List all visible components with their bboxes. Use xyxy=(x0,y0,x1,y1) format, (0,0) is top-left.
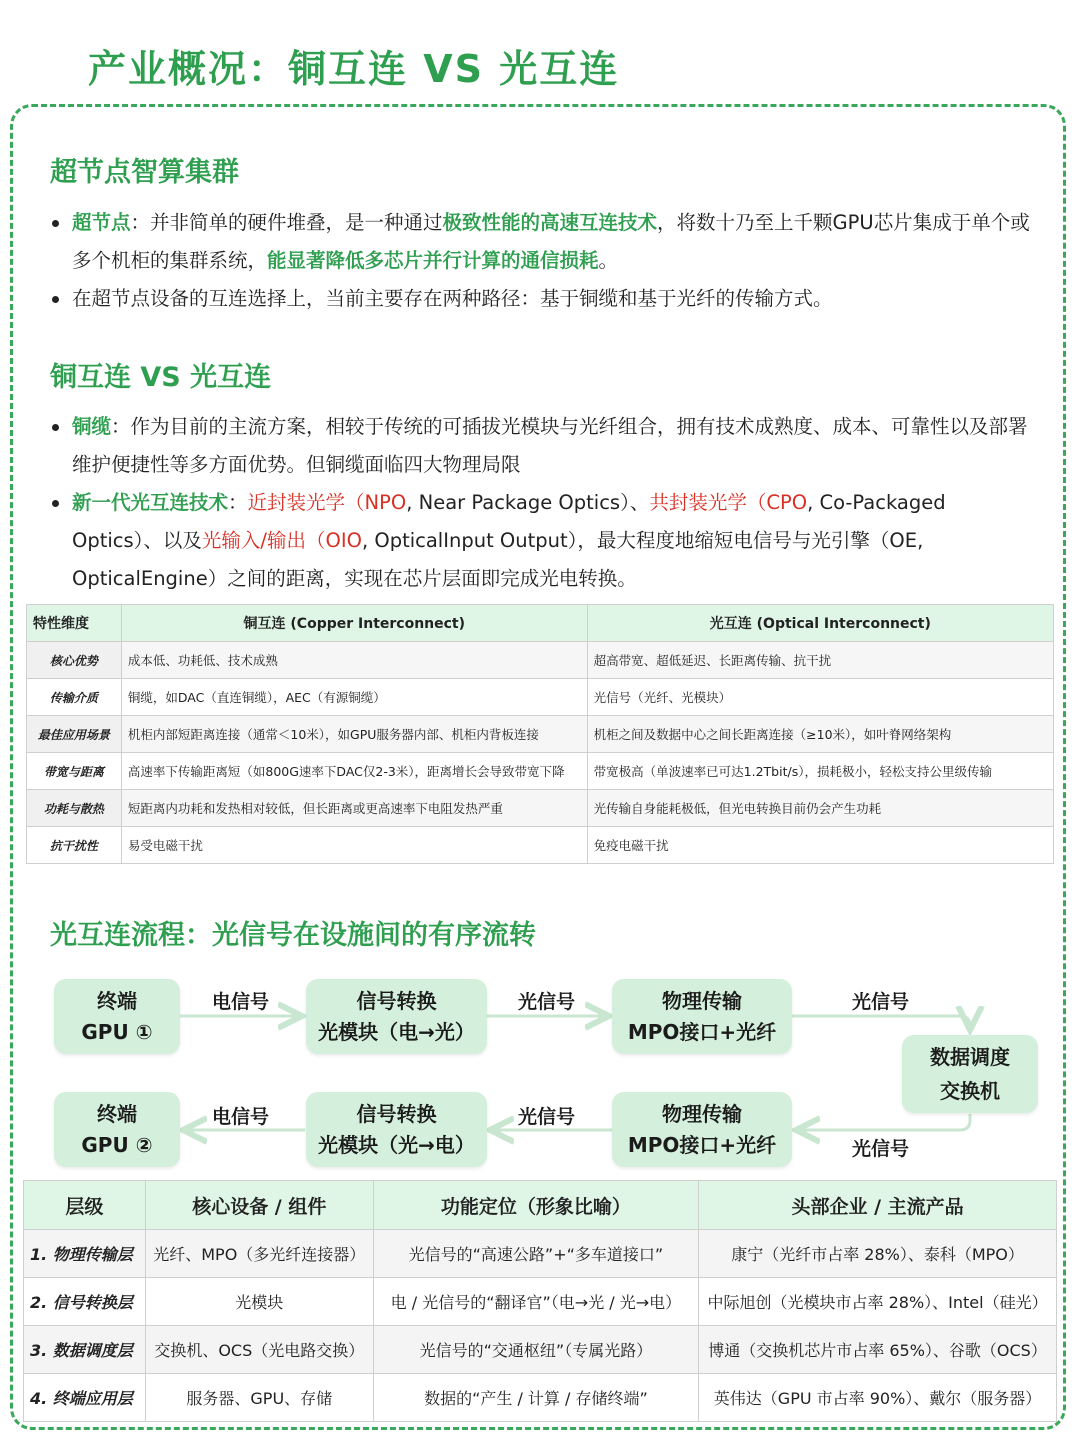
node-label: 终端 xyxy=(97,1101,137,1126)
table-cell: 机柜内部短距离连接（通常＜10米），如GPU服务器内部、机柜内背板连接 xyxy=(121,716,587,753)
table-cell: 光传输自身能耗极低，但光电转换目前仍会产生功耗 xyxy=(587,790,1053,827)
table-cell: 交换机、OCS（光电路交换） xyxy=(145,1326,373,1374)
table-header: 铜互连 (Copper Interconnect) xyxy=(121,605,587,642)
node-gpu-2 xyxy=(54,1092,180,1167)
flow-label-electric: 电信号 xyxy=(212,1106,270,1128)
table-cell: 光信号的“高速公路”+“多车道接口” xyxy=(373,1230,698,1278)
text: 。 xyxy=(598,249,619,272)
text: ：作为目前的主流方案，相较于传统的可插拔光模块与光纤组合，拥有技术成熟度、成本、可靠性以及部署维护便捷性等多方面优势。但铜缆面临四大物理局限 xyxy=(72,415,1028,476)
table-cell: 带宽极高（单波速率已可达1.2Tbit/s），损耗极小，轻松支持公里级传输 xyxy=(587,753,1053,790)
highlight: 极致性能的高速互连技术 xyxy=(442,211,658,234)
table-cell: 易受电磁干扰 xyxy=(121,827,587,864)
term-copper: 铜缆 xyxy=(72,415,112,438)
row-key: 2. 信号转换层 xyxy=(24,1278,146,1326)
row-key: 1. 物理传输层 xyxy=(24,1230,146,1278)
arrow-to-switch xyxy=(792,1016,970,1030)
table-header: 特性维度 xyxy=(27,605,122,642)
table-cell: 康宁（光纤市占率 28%）、泰科（MPO） xyxy=(699,1230,1057,1278)
text: , OpticalInput Output），最大程度地缩短电信号与光引擎（OE, OpticalEngine）之间的距离，实现在芯片层面即完成光电转换。 xyxy=(72,529,924,590)
node-switch xyxy=(902,1035,1038,1113)
table-cell: 超高带宽、超低延迟、长距离传输、抗干扰 xyxy=(587,642,1053,679)
table-cell: 成本低、功耗低、技术成熟 xyxy=(121,642,587,679)
node-label: GPU ① xyxy=(81,1019,153,1044)
node-label: 数据调度 xyxy=(930,1045,1010,1069)
node-label: 物理传输 xyxy=(662,988,742,1013)
table-cell: 光信号的“交通枢纽”（专属光路） xyxy=(373,1326,698,1374)
node-gpu-1 xyxy=(54,979,180,1054)
table-header: 核心设备 / 组件 xyxy=(145,1181,373,1230)
table-header-row xyxy=(24,1181,1057,1230)
text: ： xyxy=(228,491,248,514)
flow-label-optical: 光信号 xyxy=(852,991,910,1013)
flow-label-optical: 光信号 xyxy=(518,1106,576,1128)
table-header: 层级 xyxy=(24,1181,146,1230)
row-key: 最佳应用场景 xyxy=(27,716,122,753)
node-label: 物理传输 xyxy=(662,1101,742,1126)
node-optical-module-oe xyxy=(306,1092,487,1167)
node-label: GPU ② xyxy=(81,1132,153,1157)
table-cell: 光信号（光纤、光模块） xyxy=(587,679,1053,716)
flow-label-optical: 光信号 xyxy=(518,991,576,1013)
table-row xyxy=(24,1278,1057,1326)
arrow-from-switch xyxy=(796,1114,970,1130)
table-cell: 数据的“产生 / 计算 / 存储终端” xyxy=(373,1374,698,1422)
table-cell: 电 / 光信号的“翻译官”（电→光 / 光→电） xyxy=(373,1278,698,1326)
section-heading-flow: 光互连流程：光信号在设施间的有序流转 xyxy=(50,920,536,951)
table-cell: 光纤、MPO（多光纤连接器） xyxy=(145,1230,373,1278)
table-header: 头部企业 / 主流产品 xyxy=(699,1181,1057,1230)
highlight: 能显著降低多芯片并行计算的通信损耗 xyxy=(267,249,599,272)
node-label: MPO接口+光纤 xyxy=(627,1132,777,1157)
text: 在超节点设备的互连选择上，当前主要存在两种路径：基于铜缆和基于光纤的传输方式。 xyxy=(72,287,833,310)
node-label: MPO接口+光纤 xyxy=(627,1019,777,1044)
table-row xyxy=(24,1230,1057,1278)
text: ：并非简单的硬件堆叠，是一种通过 xyxy=(130,211,443,234)
row-key: 抗干扰性 xyxy=(27,827,122,864)
term-optical: 新一代光互连技术 xyxy=(72,491,229,514)
table-cell: 服务器、GPU、存储 xyxy=(145,1374,373,1422)
term-cpo: 共封装光学（CPO xyxy=(649,491,808,514)
node-label: 光模块（光→电） xyxy=(318,1132,475,1157)
row-key: 核心优势 xyxy=(27,642,122,679)
text: , Near Package Optics）、 xyxy=(406,491,650,514)
text: ，将数十乃至上千颗GPU芯片集成于单个或多个机柜的集群系统， xyxy=(72,211,1030,272)
table-cell: 机柜之间及数据中心之间长距离连接（≥10米），如叶脊网络架构 xyxy=(587,716,1053,753)
node-mpo-fiber-bottom xyxy=(612,1092,792,1167)
node-mpo-fiber-top xyxy=(612,979,792,1054)
table-cell: 免疫电磁干扰 xyxy=(587,827,1053,864)
node-label: 终端 xyxy=(97,988,137,1013)
table-row xyxy=(24,1374,1057,1422)
page-title: 产业概况：铜互连 VS 光互连 xyxy=(88,47,620,91)
node-label: 交换机 xyxy=(940,1079,1000,1103)
term-npo: 近封装光学（NPO xyxy=(247,491,407,514)
row-key: 传输介质 xyxy=(27,679,122,716)
row-key: 4. 终端应用层 xyxy=(24,1374,146,1422)
node-label: 光模块（电→光） xyxy=(318,1019,475,1044)
table-cell: 高速率下传输距离短（如800G速率下DAC仅2-3米），距离增长会导致带宽下降 xyxy=(121,753,587,790)
node-label: 信号转换 xyxy=(356,988,437,1013)
node-optical-module-eo xyxy=(306,979,487,1054)
term-oio: 光输入/输出（OIO xyxy=(201,529,362,552)
row-key: 功耗与散热 xyxy=(27,790,122,827)
section-heading-supernode: 超节点智算集群 xyxy=(50,157,239,188)
table-cell: 光模块 xyxy=(145,1278,373,1326)
section-heading-copper-vs-optical: 铜互连 VS 光互连 xyxy=(50,362,272,393)
table-cell: 铜缆，如DAC（直连铜缆），AEC（有源铜缆） xyxy=(121,679,587,716)
layer-table xyxy=(23,1180,1057,1422)
flow-label-electric: 电信号 xyxy=(212,991,270,1013)
text: , Co-Packaged Optics）、以及 xyxy=(72,491,946,552)
table-cell: 博通（交换机芯片市占率 65%）、谷歌（OCS） xyxy=(699,1326,1057,1374)
table-header: 光互连 (Optical Interconnect) xyxy=(587,605,1053,642)
row-key: 带宽与距离 xyxy=(27,753,122,790)
row-key: 3. 数据调度层 xyxy=(24,1326,146,1374)
table-row xyxy=(24,1326,1057,1374)
flow-label-optical: 光信号 xyxy=(852,1138,910,1160)
table-header: 功能定位（形象比喻） xyxy=(373,1181,698,1230)
table-cell: 中际旭创（光模块市占率 28%）、Intel（硅光） xyxy=(699,1278,1057,1326)
table-cell: 短距离内功耗和发热相对较低，但长距离或更高速率下电阻发热严重 xyxy=(121,790,587,827)
table-cell: 英伟达（GPU 市占率 90%）、戴尔（服务器） xyxy=(699,1374,1057,1422)
node-label: 信号转换 xyxy=(356,1101,437,1126)
term-supernode: 超节点 xyxy=(72,211,131,234)
